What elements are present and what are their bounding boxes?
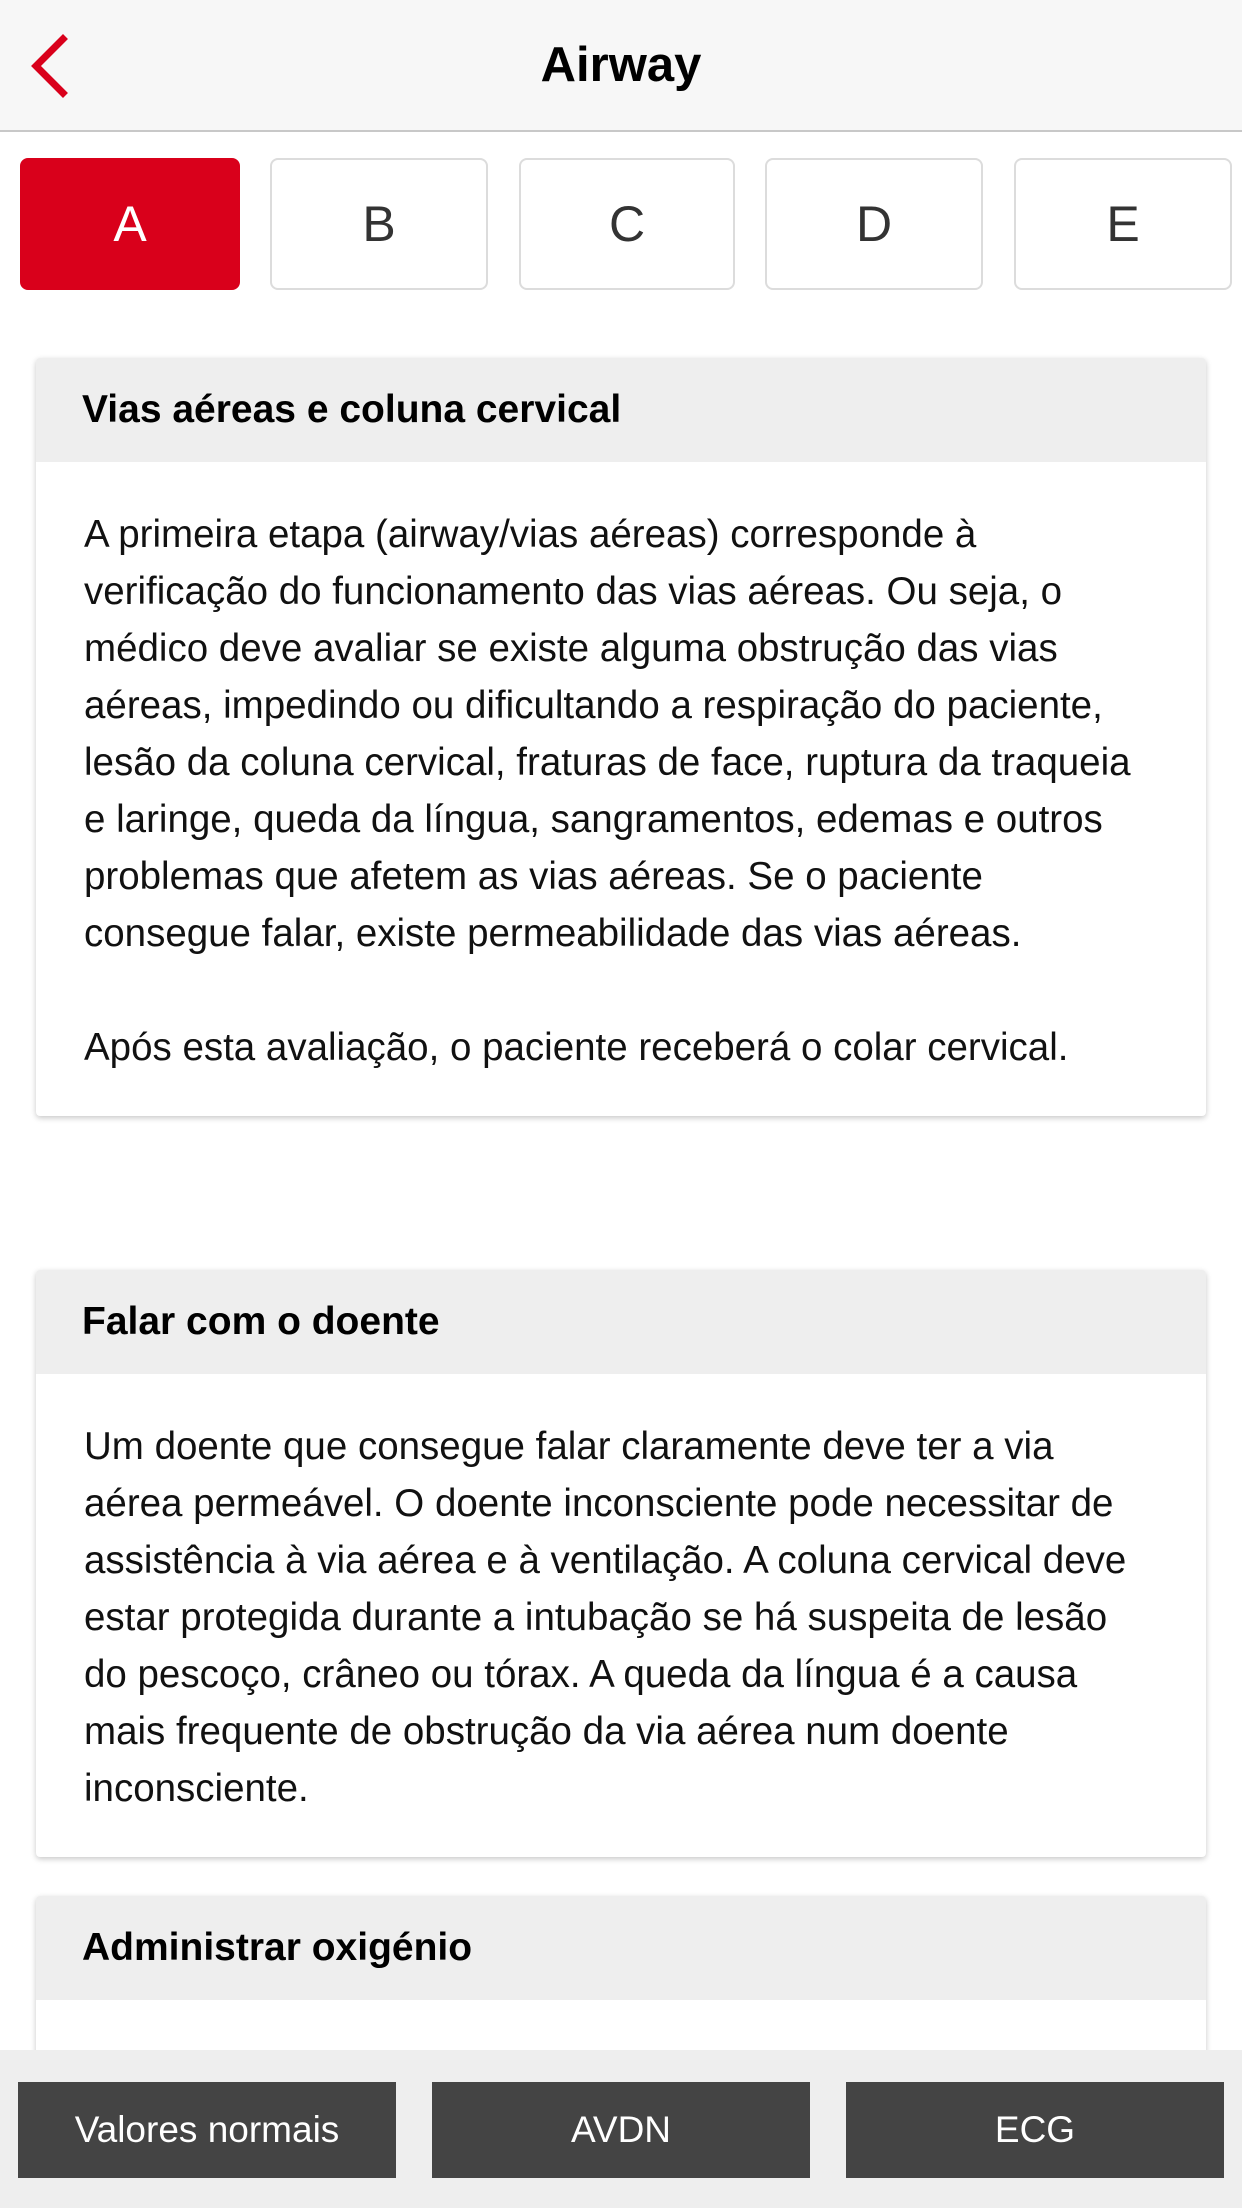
tab-d[interactable]: D — [765, 158, 983, 290]
card-title: Vias aéreas e coluna cervical — [36, 358, 1206, 462]
card-paragraph: Um doente que consegue falar claramente deve ter a via aérea permeável. O doente inconsciente pode necessitar de assistência à via aérea e à ventilação. A coluna cervical deve estar protegida durante a intubação se há suspeita de lesão do pescoço, crâneo ou tórax. A queda da língua é a causa mais frequente de obstrução da via aérea num doente inconsciente. — [84, 1425, 1127, 1810]
chevron-left-icon — [27, 33, 71, 99]
section-tabs — [0, 158, 1242, 294]
card-body — [36, 2000, 1206, 2050]
tab-b[interactable]: B — [270, 158, 488, 290]
navigation-bar — [0, 0, 1242, 132]
bottom-toolbar — [0, 2050, 1242, 2208]
back-button[interactable] — [14, 28, 84, 104]
content-scroll-area[interactable] — [0, 294, 1242, 2050]
card-title: Administrar oxigénio — [36, 1896, 1206, 2000]
card-vias-aereas — [36, 358, 1206, 1116]
ecg-button[interactable]: ECG — [846, 2082, 1224, 2178]
card-administrar-oxigenio — [36, 1896, 1206, 2050]
valores-normais-button[interactable]: Valores normais — [18, 2082, 396, 2178]
avdn-button[interactable]: AVDN — [432, 2082, 810, 2178]
tab-a[interactable]: A — [20, 158, 240, 290]
card-body — [36, 1374, 1206, 1857]
page-title: Airway — [540, 38, 702, 92]
card-body — [36, 462, 1206, 1116]
card-paragraph: Após esta avaliação, o paciente receberá o colar cervical. — [84, 1026, 1069, 1069]
tab-c[interactable]: C — [519, 158, 735, 290]
card-paragraph: A primeira etapa (airway/vias aéreas) corresponde à verificação do funcionamento das vias aéreas. Ou seja, o médico deve avaliar se existe alguma obstrução das vias aéreas, impedindo ou dificultando a respiração do paciente, lesão da coluna cervical, fraturas de face, ruptura da traqueia e laringe, queda da língua, sangramentos, edemas e outros problemas que afetem as vias aéreas. Se o paciente consegue falar, existe permeabilidade das vias aéreas. — [84, 513, 1131, 955]
card-title: Falar com o doente — [36, 1270, 1206, 1374]
tab-e[interactable]: E — [1014, 158, 1232, 290]
card-falar-com-doente — [36, 1270, 1206, 1857]
